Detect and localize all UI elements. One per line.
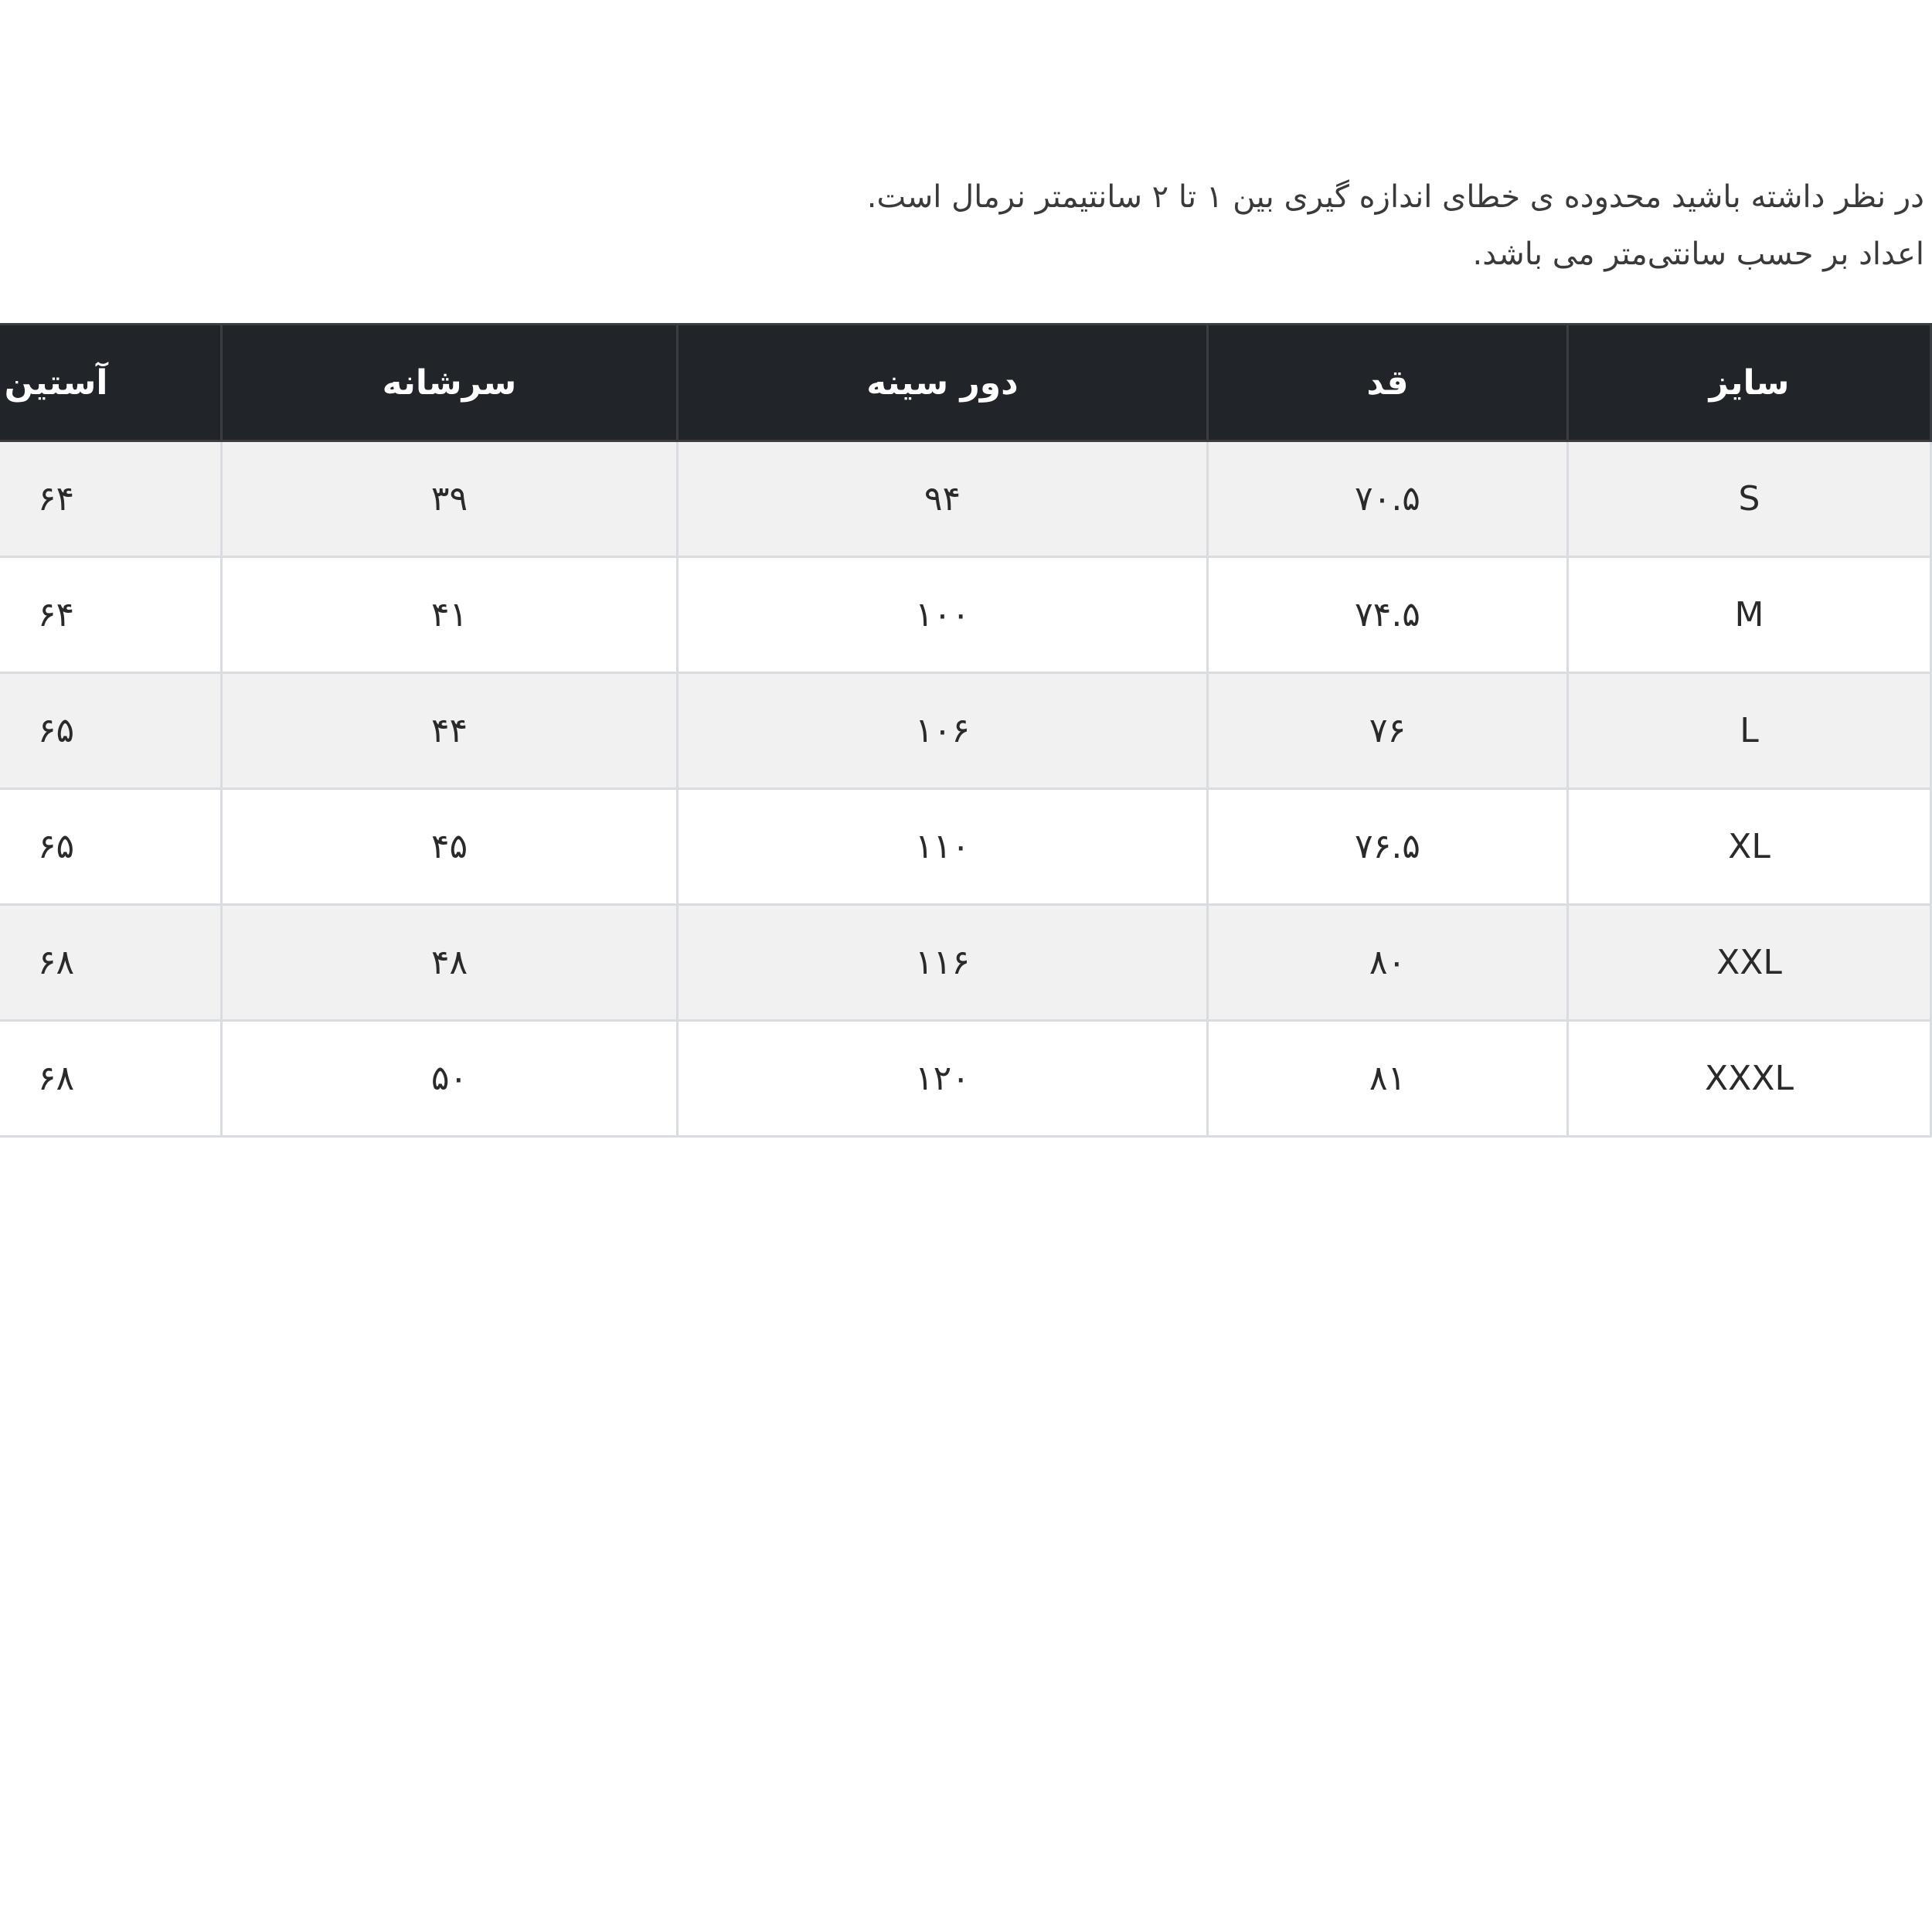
table-row [0,441,1931,557]
cell-shoulder: ۴۸ [222,905,678,1021]
table-row [0,789,1931,905]
cell-shoulder: ۵۰ [222,1021,678,1137]
size-table-header [0,325,1931,441]
note-measurement-error: در نظر داشته باشید محدوده ی خطای اندازه گیری بین ۱ تا ۲ سانتیمتر نرمال است. [866,179,1924,215]
header-size: سایز [1568,325,1931,441]
size-table-body [0,441,1931,1137]
cell-height: ۸۱ [1208,1021,1568,1137]
cell-sleeve: ۶۵ [0,789,222,905]
table-row [0,673,1931,789]
cell-chest: ۱۱۰ [678,789,1208,905]
table-row [0,1021,1931,1137]
cell-chest: ۱۱۶ [678,905,1208,1021]
cell-chest: ۱۰۶ [678,673,1208,789]
cell-sleeve: ۶۸ [0,905,222,1021]
cell-sleeve: ۶۸ [0,1021,222,1137]
header-row [0,325,1931,441]
cell-size: XXXL [1568,1021,1931,1137]
cell-chest: ۹۴ [678,441,1208,557]
table-row [0,905,1931,1021]
cell-shoulder: ۴۵ [222,789,678,905]
table-row [0,557,1931,673]
cell-height: ۸۰ [1208,905,1568,1021]
cell-size: M [1568,557,1931,673]
cell-height: ۷۶ [1208,673,1568,789]
cell-chest: ۱۰۰ [678,557,1208,673]
size-table [0,323,1932,1138]
cell-shoulder: ۴۴ [222,673,678,789]
cell-height: ۷۴.۵ [1208,557,1568,673]
cell-size: S [1568,441,1931,557]
header-height: قد [1208,325,1568,441]
header-shoulder: سرشانه [222,325,678,441]
note-units: اعداد بر حسب سانتی‌متر می باشد. [1472,236,1924,272]
cell-sleeve: ۶۴ [0,441,222,557]
cell-size: XXL [1568,905,1931,1021]
cell-chest: ۱۲۰ [678,1021,1208,1137]
header-chest: دور سینه [678,325,1208,441]
cell-shoulder: ۳۹ [222,441,678,557]
cell-shoulder: ۴۱ [222,557,678,673]
cell-size: L [1568,673,1931,789]
measurement-notes [0,168,1932,283]
cell-height: ۷۶.۵ [1208,789,1568,905]
cell-size: XL [1568,789,1931,905]
header-sleeve: آستین [0,325,222,441]
cell-sleeve: ۶۵ [0,673,222,789]
cell-height: ۷۰.۵ [1208,441,1568,557]
cell-sleeve: ۶۴ [0,557,222,673]
